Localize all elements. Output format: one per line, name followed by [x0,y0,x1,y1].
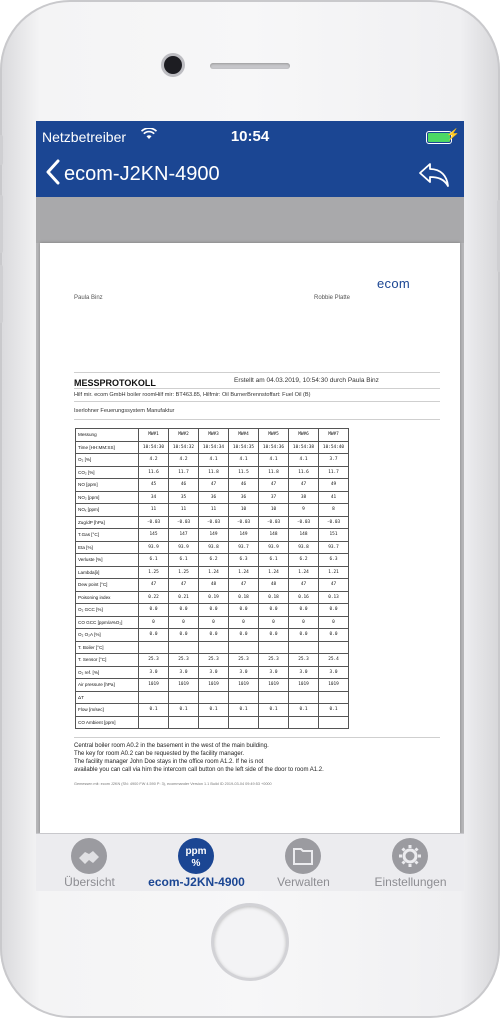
table-cell [139,691,169,704]
note-line: Central boiler room A0.2 in the basement in the west of the main building. [74,743,269,749]
tab-label: Einstellungen [374,875,447,889]
table-row [76,454,349,467]
table-cell: 93.8 [199,541,229,554]
table-cell: 38 [289,491,319,504]
row-label: NO [ppm] [76,479,139,492]
row-label: ΔT [76,691,139,704]
table-cell: 0.0 [169,604,199,617]
ecom-logo: ecom [377,276,410,291]
table-cell: 11.5 [229,466,259,479]
table-cell: 47 [199,479,229,492]
row-label: T. Boiler [°C] [76,641,139,654]
row-label: T.Gas [°C] [76,529,139,542]
table-cell: 0.18 [229,591,259,604]
table-cell: 25.3 [229,654,259,667]
table-cell: -0.03 [139,516,169,529]
table-cell: 34 [139,491,169,504]
table-row [76,566,349,579]
table-cell: 0.18 [259,591,289,604]
table-cell: 25.3 [259,654,289,667]
status-time: 10:54 [230,128,270,145]
table-cell: 25.4 [319,654,349,667]
table-cell: 3.0 [229,666,259,679]
divider [74,372,440,373]
table-row [76,554,349,567]
divider [74,388,440,389]
table-cell: 9 [289,504,319,517]
table-cell: 3.0 [199,666,229,679]
table-row [76,679,349,692]
row-label: T. Sensor [°C] [76,654,139,667]
table-cell: 0.0 [229,629,259,642]
table-cell: 41 [319,491,349,504]
table-cell: 10 [229,504,259,517]
row-label: CO₂ [%] [76,466,139,479]
table-cell [169,716,199,729]
table-cell: 10:54:35 [229,441,259,454]
column-header: MW#3 [199,429,229,442]
table-cell: 6.1 [169,554,199,567]
table-cell [259,691,289,704]
table-cell: 10:54:36 [259,441,289,454]
volume-down-button [0,265,3,323]
row-label: Air pressure [hPa] [76,679,139,692]
table-cell: -0.03 [169,516,199,529]
table-cell: -0.03 [199,516,229,529]
table-cell: 10:54:30 [139,441,169,454]
table-cell: 148 [289,529,319,542]
table-cell: 1019 [199,679,229,692]
table-cell: 3.0 [169,666,199,679]
measurement-table [75,428,349,729]
document-viewer[interactable] [36,243,464,833]
charging-bolt-icon: ⚡ [446,129,460,141]
handshake-icon [71,838,107,874]
table-cell: 6.3 [229,554,259,567]
table-cell: 3.7 [319,454,349,467]
table-cell: 151 [319,529,349,542]
table-cell: 149 [199,529,229,542]
svg-text:%: % [191,858,201,869]
silent-switch [0,135,3,165]
table-cell: 48 [259,579,289,592]
table-cell: 4.2 [169,454,199,467]
tab-bar [36,833,464,891]
table-cell: 0.0 [169,629,199,642]
carrier-label: Netzbetreiber [42,129,127,145]
table-cell: 11.6 [289,466,319,479]
table-cell: 6.1 [139,554,169,567]
table-cell: 11 [199,504,229,517]
table-header-row [76,429,349,442]
tab-uebersicht[interactable] [36,834,143,891]
row-label: Flow [m/sec] [76,704,139,717]
table-cell: 3.0 [259,666,289,679]
table-cell: 8 [319,504,349,517]
table-cell: 49 [319,479,349,492]
table-cell: 1.25 [139,566,169,579]
divider [74,401,440,402]
table-cell: 0.13 [319,591,349,604]
table-cell: 6.1 [259,554,289,567]
row-label: CO GCC [ppm/a%O₂] [76,616,139,629]
table-cell [169,641,199,654]
table-cell: 4.1 [229,454,259,467]
table-cell: 1.21 [319,566,349,579]
table-cell: 6.3 [319,554,349,567]
table-cell: 47 [259,479,289,492]
column-header: MW#7 [319,429,349,442]
table-cell: 1019 [229,679,259,692]
status-bar [36,121,464,153]
table-cell: 4.1 [259,454,289,467]
table-cell: 0 [139,616,169,629]
table-cell: 0.1 [319,704,349,717]
table-cell: -0.03 [229,516,259,529]
table-cell: -0.03 [259,516,289,529]
table-row [76,491,349,504]
table-cell: 10 [259,504,289,517]
row-label: O₂ GCC [%] [76,604,139,617]
table-cell: 47 [319,579,349,592]
table-cell: 0 [259,616,289,629]
table-cell: 1019 [289,679,319,692]
table-cell: 1.24 [199,566,229,579]
table-row [76,479,349,492]
row-label: Zug/dP [hPa] [76,516,139,529]
table-row [76,641,349,654]
table-cell [319,641,349,654]
table-cell: 48 [199,579,229,592]
note-line: The key for room A0.2 can be requested by the facility manager. [74,751,245,757]
table-row [76,466,349,479]
folder-icon [285,838,321,874]
table-row [76,591,349,604]
table-cell: 0.0 [259,604,289,617]
row-label: O₂ [%] [76,454,139,467]
table-cell: 1019 [169,679,199,692]
earpiece-speaker [210,63,290,69]
tab-label: Verwalten [277,875,330,889]
table-cell [199,641,229,654]
column-header: MW#1 [139,429,169,442]
table-cell: 11.8 [259,466,289,479]
table-cell: 0.0 [229,604,259,617]
tab-device[interactable] [143,834,250,891]
table-row [76,716,349,729]
client-name: Robbie Platte [314,295,351,301]
table-cell: 47 [289,579,319,592]
table-cell: 93.9 [139,541,169,554]
row-label: Lambda[λ] [76,566,139,579]
table-cell: 47 [169,579,199,592]
table-cell: 0.1 [139,704,169,717]
system-line: Iserlohner Feuerungssystem Manufaktur [74,408,175,414]
column-header: MW#5 [259,429,289,442]
table-row [76,629,349,642]
table-cell: 0 [289,616,319,629]
table-cell: 4.2 [139,454,169,467]
table-cell: 0.0 [259,629,289,642]
report-title: MESSPROTOKOLL [74,378,156,388]
table-cell: 1019 [319,679,349,692]
table-row [76,441,349,454]
table-cell [169,691,199,704]
document-toolbar-area [36,197,464,243]
table-cell: 0.0 [139,604,169,617]
report-page [40,243,460,833]
divider [74,419,440,420]
table-cell: 0.0 [199,604,229,617]
table-cell: 0.16 [289,591,319,604]
table-cell: 0.21 [169,591,199,604]
table-cell: 46 [229,479,259,492]
table-cell: 145 [139,529,169,542]
column-header: Messung [76,429,139,442]
table-cell [319,691,349,704]
row-label: O₂ O₂A [%] [76,629,139,642]
table-cell: 0.1 [169,704,199,717]
column-header: MW#4 [229,429,259,442]
note-line: The facility manager John Doe stays in the office room A1.2. If he is not [74,759,264,765]
table-cell: 0.1 [259,704,289,717]
table-cell: 37 [259,491,289,504]
table-cell: 35 [169,491,199,504]
table-cell: 0 [199,616,229,629]
table-cell: 93.8 [289,541,319,554]
note-line: available you can call via him the intercom call button on the left side of the door to room A1.2. [74,767,324,773]
table-cell: 25.3 [289,654,319,667]
ppm-device-icon [178,838,214,874]
row-label: Poisoning index [76,591,139,604]
table-row [76,504,349,517]
table-cell: 47 [229,579,259,592]
table-cell: 11.7 [169,466,199,479]
table-cell [139,716,169,729]
table-cell: 6.2 [289,554,319,567]
table-cell: 46 [169,479,199,492]
row-label: NOₓ [ppm] [76,504,139,517]
table-cell: 0.19 [199,591,229,604]
row-label: CO Ambient [ppm] [76,716,139,729]
author-name: Paula Binz [74,295,103,301]
table-cell [229,716,259,729]
table-cell: 10:54:38 [289,441,319,454]
report-created: Erstellt am 04.03.2019, 10:54:30 durch Paula Binz [234,377,379,384]
table-cell: 0.0 [289,604,319,617]
table-cell [199,691,229,704]
table-row [76,654,349,667]
report-footnote: Gemessen mit: ecom J2KN (SN: 4900 FW 4.590 P: 3), ecommander Version 1.1 Build ID 2019-03-04 09:49:53 +0000 [74,782,272,786]
table-cell: 0 [319,616,349,629]
table-cell: 10:54:40 [319,441,349,454]
front-camera [164,56,182,74]
column-header: MW#2 [169,429,199,442]
nav-title: ecom-J2KN-4900 [64,163,220,185]
share-reply-icon[interactable] [418,162,450,188]
table-cell: 4.1 [199,454,229,467]
row-label: Eta [%] [76,541,139,554]
table-cell: 36 [229,491,259,504]
table-row [76,691,349,704]
table-cell [229,691,259,704]
table-cell: 45 [139,479,169,492]
table-cell [289,716,319,729]
divider [74,737,440,738]
table-cell: 1019 [139,679,169,692]
table-cell [229,641,259,654]
table-row [76,666,349,679]
table-cell [319,716,349,729]
row-label: NO₂ [ppm] [76,491,139,504]
table-cell: 147 [169,529,199,542]
table-row [76,604,349,617]
tab-verwalten[interactable] [250,834,357,891]
table-cell: -0.03 [319,516,349,529]
home-button[interactable] [214,906,286,978]
table-cell: 6.2 [199,554,229,567]
row-label: Dew point [°C] [76,579,139,592]
table-cell: 47 [139,579,169,592]
table-cell: 0.0 [199,629,229,642]
table-cell [139,641,169,654]
table-cell: 0.0 [139,629,169,642]
volume-up-button [0,195,3,253]
report-notes [74,742,324,774]
row-label: O₂ ref. [%] [76,666,139,679]
table-cell: 11.8 [199,466,229,479]
table-cell [289,691,319,704]
table-cell: 1.24 [229,566,259,579]
table-cell: 0 [169,616,199,629]
tab-label: Übersicht [64,875,115,889]
table-cell: 0.1 [199,704,229,717]
table-cell: 0.0 [319,604,349,617]
screen [36,121,464,891]
table-cell: -0.03 [289,516,319,529]
table-cell: 0.1 [289,704,319,717]
table-cell: 148 [259,529,289,542]
table-row [76,529,349,542]
row-label: Time [HH:MM:SS] [76,441,139,454]
table-cell: 93.9 [169,541,199,554]
table-cell: 3.0 [139,666,169,679]
table-row [76,579,349,592]
navigation-bar [36,153,464,197]
table-cell: 3.0 [289,666,319,679]
table-cell: 10:54:32 [169,441,199,454]
table-cell: 11 [169,504,199,517]
table-cell [199,716,229,729]
table-cell [259,641,289,654]
table-cell: 1.24 [289,566,319,579]
table-row [76,704,349,717]
table-cell: 25.3 [139,654,169,667]
table-cell: 11.6 [139,466,169,479]
table-cell: 25.3 [169,654,199,667]
tab-einstellungen[interactable] [357,834,464,891]
table-cell [259,716,289,729]
tab-label: ecom-J2KN-4900 [148,875,245,889]
table-cell: 93.9 [259,541,289,554]
table-cell: 4.1 [289,454,319,467]
column-header: MW#6 [289,429,319,442]
table-cell: 11.7 [319,466,349,479]
table-row [76,616,349,629]
table-cell: 93.7 [319,541,349,554]
table-cell: 1019 [259,679,289,692]
table-cell [289,641,319,654]
report-info-line: Hilf mir. ecom GmbH boiler roomHilf mir: BT463.85, Hilfmir: Oil BurnerBrennstoffart: Fuel Oil (B) [74,392,311,398]
table-cell: 149 [229,529,259,542]
table-cell: 36 [199,491,229,504]
table-cell: 25.3 [199,654,229,667]
table-cell: 1.25 [169,566,199,579]
table-cell: 0.0 [319,629,349,642]
table-cell: 1.24 [259,566,289,579]
table-cell: 0.1 [229,704,259,717]
table-cell: 93.7 [229,541,259,554]
svg-text:ppm: ppm [185,846,207,857]
back-chevron-icon[interactable] [46,159,60,191]
table-cell: 10:54:34 [199,441,229,454]
table-cell: 3.0 [319,666,349,679]
table-cell: 0.0 [289,629,319,642]
row-label: Verluste [%] [76,554,139,567]
table-cell: 0 [229,616,259,629]
table-row [76,516,349,529]
gear-icon [392,838,428,874]
table-cell: 11 [139,504,169,517]
table-cell: 0.22 [139,591,169,604]
table-row [76,541,349,554]
table-cell: 47 [289,479,319,492]
